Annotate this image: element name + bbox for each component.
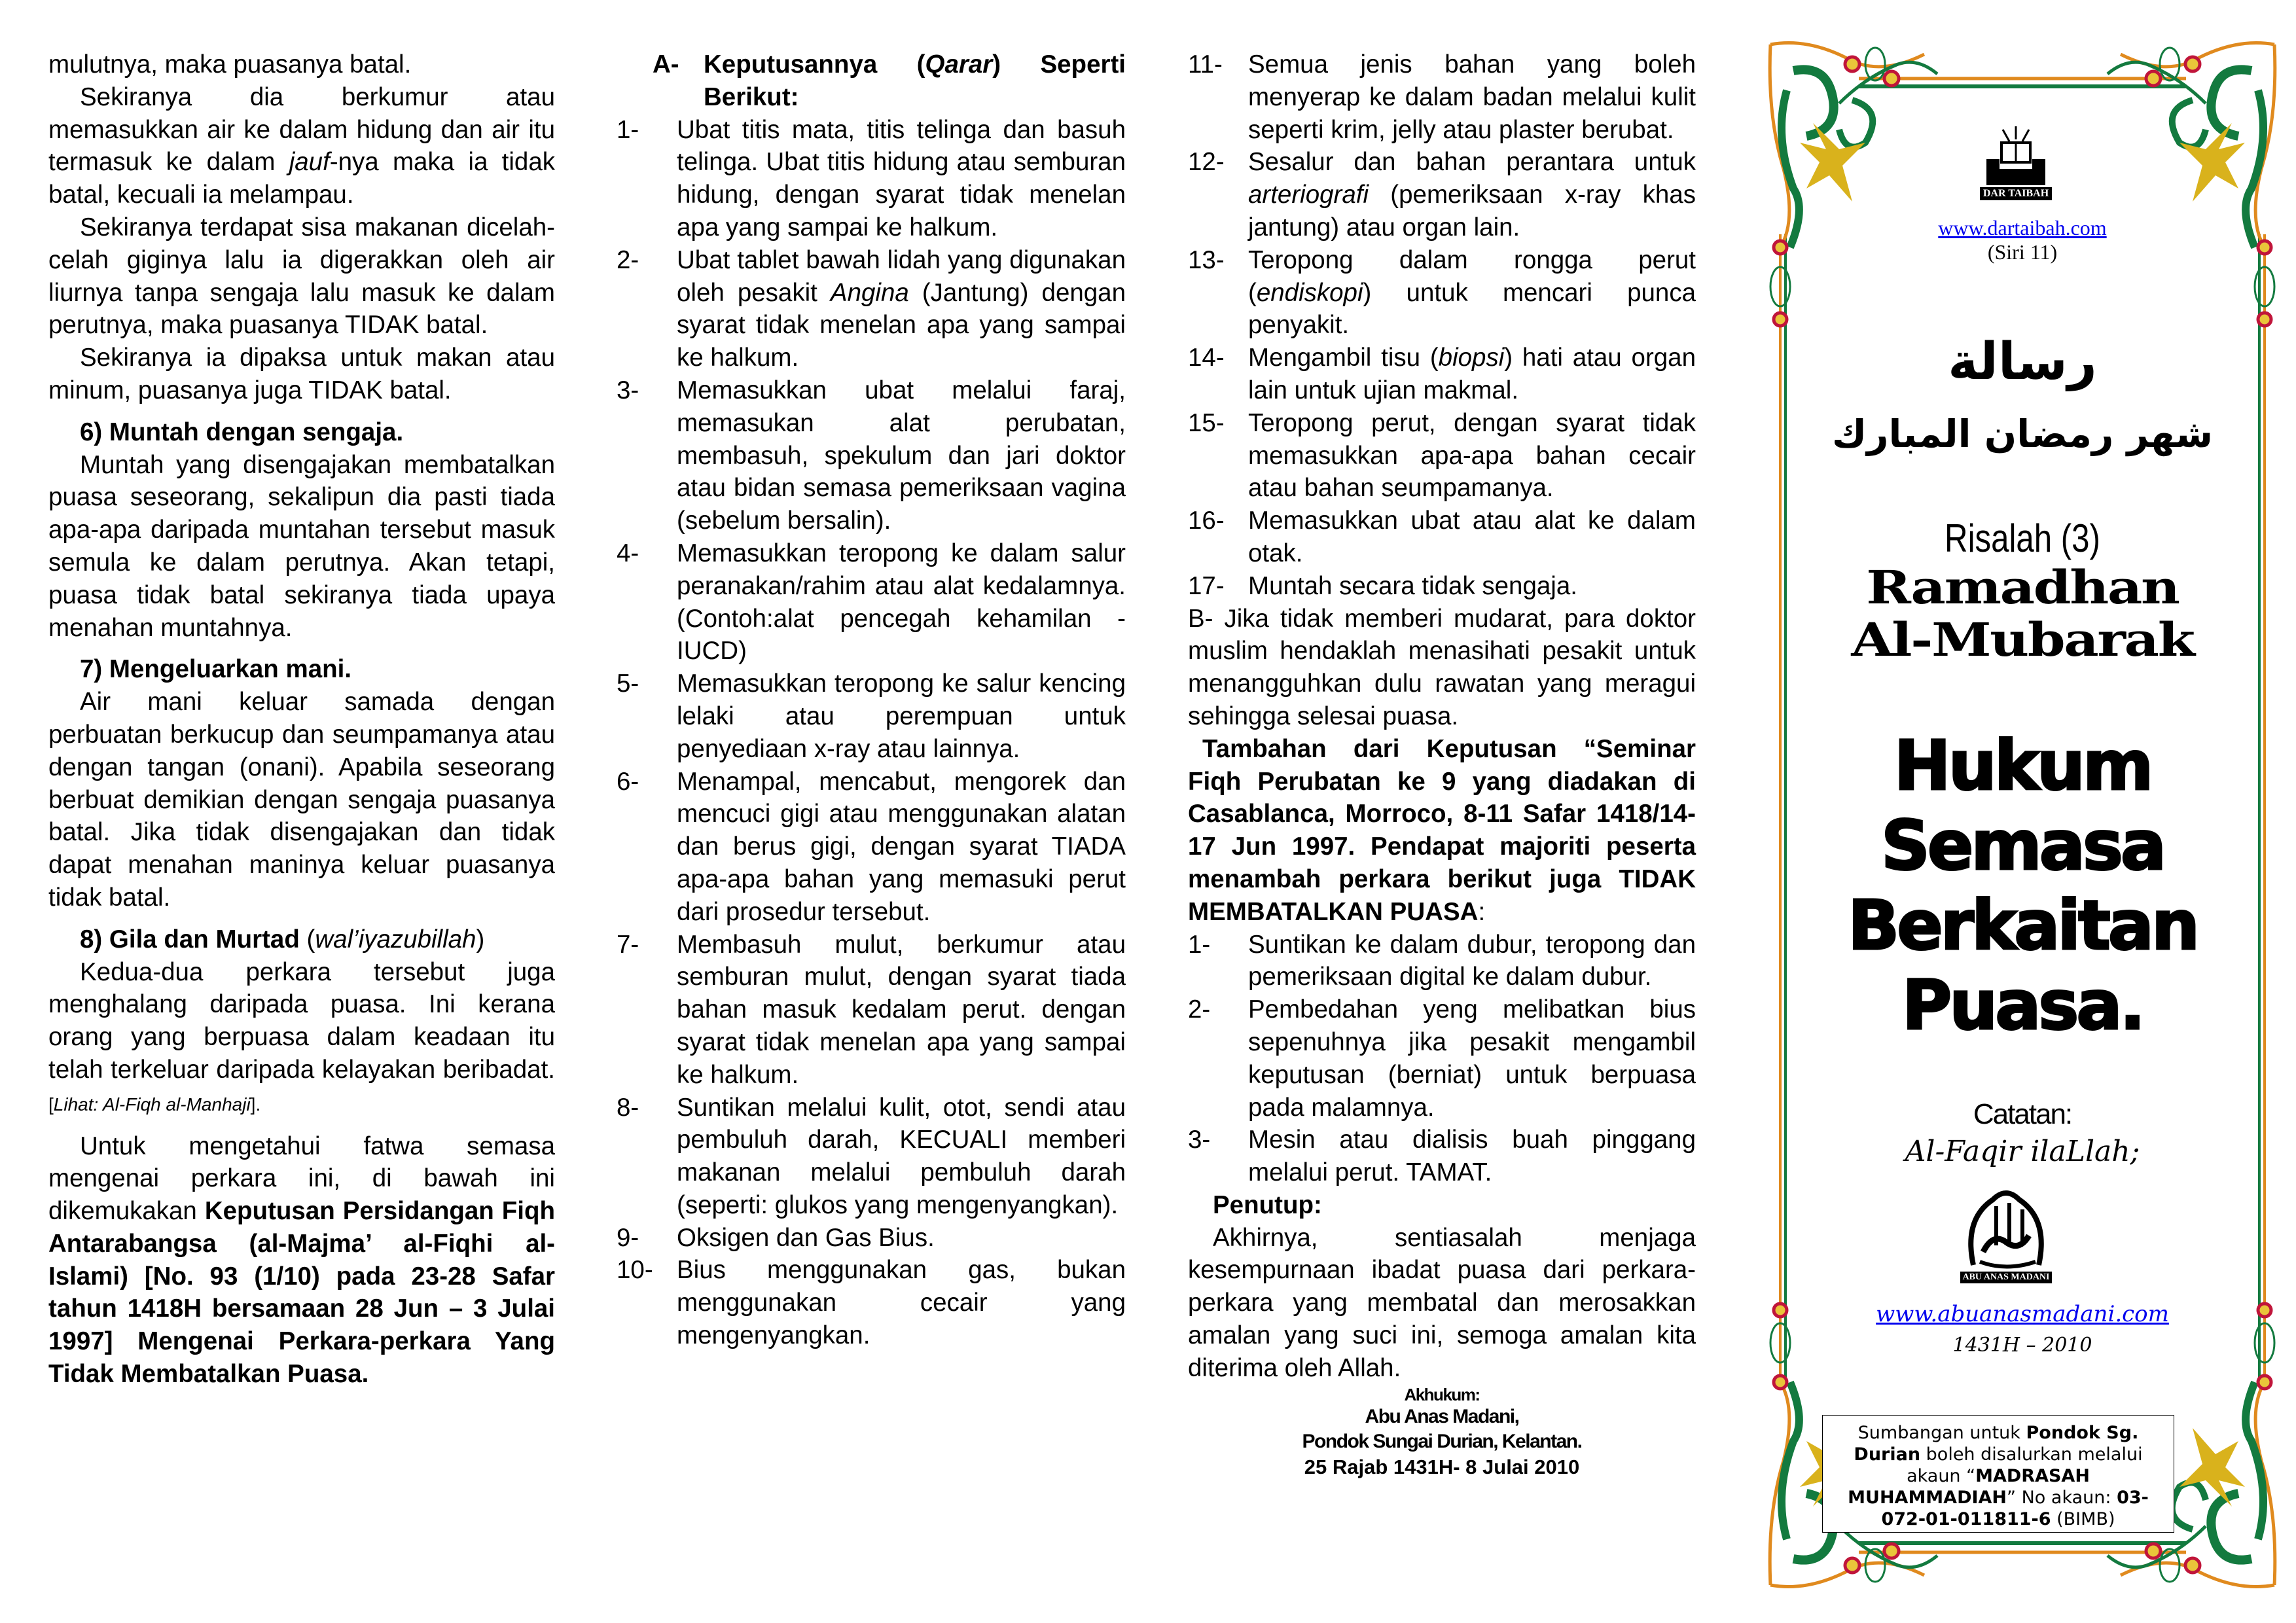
tambahan-paragraph [1188, 733, 1696, 929]
italic-term: jauf [289, 148, 330, 177]
list-marker: 17- [1188, 571, 1225, 600]
list-item-text [1248, 244, 1696, 342]
list-item-text [677, 244, 1126, 374]
list-marker: A- [653, 50, 679, 79]
list-item [617, 537, 1126, 668]
list-item-text: Ubat titis mata, titis telinga dan basuh telinga. Ubat titis hidung atau semburan hidung, dengan syarat tidak menelan apa yang sampai ke halkum. [677, 115, 1126, 241]
text: Sumbangan untuk [1857, 1423, 2026, 1443]
list-item-text: Memasukkan teropong ke salur kencing lelaki atau perempuan untuk penyediaan x-ray atau lainnya. [677, 669, 1126, 763]
list-item [1188, 505, 1696, 570]
list-item [617, 1254, 1126, 1351]
list-item [1188, 570, 1696, 603]
list-item [1188, 1124, 1696, 1189]
list-item-text: Menampal, mencabut, mengorek dan mencuci gigi atau menggunakan alatan dan berus gigi, dengan syarat TIADA apa-apa bahan yang memasuki perut dari prosedur tersebut. [677, 767, 1126, 926]
text: (BIMB) [2051, 1509, 2115, 1529]
dar-taibah-logo [1977, 123, 2055, 208]
paragraph [48, 1130, 555, 1391]
catatan-label: Catatan: [1973, 1098, 2072, 1130]
list-item [617, 668, 1126, 765]
list-marker: 2- [617, 245, 639, 274]
list-marker: 15- [1188, 408, 1225, 437]
list-item-text [1248, 146, 1696, 243]
text: ) untuk mencari punca penyakit. [1248, 278, 1696, 340]
arabic-title: رسالة [1948, 332, 2097, 391]
author-line: Al-Faqir ilaLlah; [1905, 1135, 2140, 1168]
section-heading-8 [48, 923, 555, 956]
list-marker: 10- [617, 1256, 653, 1285]
list-item [617, 929, 1126, 1092]
list-item-text: Bius menggunakan gas, bukan menggunakan cecair yang mengenyangkan. [677, 1256, 1126, 1350]
paragraph: Air mani keluar samada dengan perbuatan berkucup dan seumpamanya atau dengan tangan (onani). Apabila seseorang berbuat demikian dengan sengaja puasanya batal. Jika tidak disengajakan dan tidak dapat menahan maninya keluar puasanya tidak batal. [48, 688, 555, 912]
italic-term: biopsi [1438, 344, 1505, 372]
main-title-line-1: Hukum [1893, 726, 2151, 806]
main-title-line-4: Puasa. [1901, 965, 2144, 1045]
text: Sekiranya dia berkumur atau memasukkan air ke dalam hidung dan air itu termasuk ke dalam [48, 82, 555, 177]
signature-place: Pondok Sungai Durian, Kelantan. [1302, 1430, 1582, 1452]
text: [ [48, 1094, 54, 1115]
bold-text: Tambahan dari Keputusan “Seminar Fiqh Perubatan ke 9 yang diadakan di Casablanca, Morroco, 8-11 Safar 1418/14-17 Jun 1997. Pendapat majoriti peserta menambah perkara berikut juga TIDAK MEMBATALKAN PUASA [1188, 734, 1696, 926]
paragraph: Sekiranya ia dipaksa untuk makan atau minum, puasanya juga TIDAK batal. [48, 344, 555, 404]
italic-term: Qarar [925, 50, 993, 79]
list-marker: 3- [1188, 1126, 1211, 1154]
list-item [1188, 993, 1696, 1124]
list-item-text: Memasukkan ubat melalui faraj, memasukan alat perubatan, membasuh, spekulum dan jari doktor atau bidan semasa pemeriksaan vagina (sebelum bersalin). [677, 376, 1126, 535]
text: ( [299, 925, 315, 954]
text: Sesalur dan bahan perantara untuk [1248, 148, 1696, 177]
text: Teropong dalam rongga perut ( [1248, 245, 1696, 307]
list-marker: 2- [1188, 995, 1211, 1024]
column-1 [48, 48, 555, 1391]
list-item-text [1248, 342, 1696, 407]
text: (Jantung) dengan syarat tidak menelan apa yang sampai ke halkum. [677, 278, 1126, 372]
bold-text: Pondok Sg. Durian [1854, 1423, 2139, 1465]
list-marker: 12- [1188, 148, 1225, 177]
list-item [1188, 146, 1696, 243]
list-item [1188, 929, 1696, 994]
list-item-text: Pembedahan yeng melibatkan bius sepenuhnya jika pesakit mengambil keputusan (berniat) untuk berpuasa pada malamnya. [1248, 995, 1696, 1122]
italic-term: arteriografi [1248, 181, 1369, 209]
numbered-list [1188, 929, 1696, 1189]
list-item-text: Mesin atau dialisis buah pinggang melalui perut. TAMAT. [1248, 1126, 1696, 1187]
list-item [1188, 342, 1696, 407]
logo-text: ABU ANAS MADANI [1960, 1272, 2052, 1283]
list-marker: 7- [617, 930, 639, 959]
text: Ubat tablet bawah lidah yang digunakan oleh pesakit [677, 245, 1126, 307]
heading-text: 8) Gila dan Murtad [80, 925, 300, 954]
calligraphy-emblem-icon [1960, 1180, 2052, 1272]
text: Mengambil tisu ( [1248, 344, 1439, 372]
logo-text: DAR TAIBAH [1980, 187, 2052, 200]
paragraph [48, 81, 555, 211]
penutup-heading: Penutup: [1213, 1190, 1322, 1219]
list-item-text: Suntikan melalui kulit, otot, sendi atau pembuluh darah, KECUALI memberi makanan melalui pembuluh darah (seperti: glukos yang mengenyangkan). [677, 1093, 1126, 1219]
list-item-text: Memasukkan ubat atau alat ke dalam otak. [1248, 507, 1696, 567]
column-3 [1188, 48, 1696, 1480]
donation-box [1822, 1415, 2174, 1533]
list-marker: 1- [1188, 930, 1211, 959]
list-item [617, 766, 1126, 929]
publisher-link[interactable]: www.dartaibah.com [1938, 216, 2107, 240]
list-item [1188, 244, 1696, 342]
main-title-line-3: Berkaitan [1847, 885, 2198, 965]
list-item [617, 1092, 1126, 1222]
author-link[interactable]: www.abuanasmadani.com [1876, 1301, 2169, 1327]
account-number: 03-072-01-011811-6 [1881, 1488, 2149, 1529]
list-item-text: Membasuh mulut, berkumur atau semburan mulut, dengan syarat tiada bahan masuk kedalam perut. dengan syarat tidak menelan apa yang sampai ke halkum. [677, 930, 1126, 1089]
text: -nya maka ia tidak batal, kecuali ia melampau. [48, 148, 555, 209]
heading-text [704, 48, 1126, 114]
list-marker: 8- [617, 1093, 639, 1122]
text: Keputusannya ( [704, 50, 925, 79]
text: ” No akaun: [2007, 1488, 2117, 1508]
italic-term: wal’iyazubillah [315, 925, 476, 954]
penutup-paragraph: Akhirnya, sentiasalah menjaga kesempurnaan ibadat puasa dari perkara-perkara yang membatal dan merosakkan amalan yang suci ini, semoga amalan kita diterima oleh Allah. [1188, 1223, 1696, 1382]
list-item-text: Suntikan ke dalam dubur, teropong dan pemeriksaan digital ke dalam dubur. [1248, 930, 1696, 991]
paragraph: Muntah yang disengajakan membatalkan puasa seseorang, sekalipun dia pasti tiada apa-apa daripada muntahan tersebut masuk semula ke dalam perutnya. Akan tetapi, puasa tidak batal sekiranya tiada upaya menahan muntahnya. [48, 450, 555, 642]
paragraph: mulutnya, maka puasanya batal. [48, 50, 412, 79]
signature-date: 25 Rajab 1431H- 8 Julai 2010 [1304, 1455, 1580, 1478]
numbered-list [1188, 48, 1696, 603]
bold-text: MADRASAH MUHAMMADIAH [1848, 1466, 2090, 1508]
list-marker: 13- [1188, 245, 1225, 274]
list-marker: 9- [617, 1223, 639, 1252]
column-2 [617, 48, 1126, 1352]
text: (pemeriksaan x-ray khas jantung) atau organ lain. [1248, 181, 1696, 241]
italic-term: Angina [830, 278, 909, 307]
cover-panel [1767, 38, 2278, 1592]
text: Untuk mengetahui fatwa semasa mengenai perkara ini, di bawah ini dikemukakan [48, 1132, 555, 1226]
list-marker: 14- [1188, 344, 1225, 372]
signature-label: Akhukum: [1404, 1384, 1480, 1404]
list-marker: 6- [617, 767, 639, 796]
list-item [1188, 48, 1696, 146]
list-item-text: Oksigen dan Gas Bius. [677, 1223, 935, 1252]
list-item [617, 374, 1126, 537]
text: ) Seperti Berikut: [704, 50, 1126, 111]
italic-term: endiskopi [1256, 278, 1363, 307]
list-marker: 16- [1188, 507, 1225, 535]
bold-text: Keputusan Persidangan Fiqh Antarabangsa (al-Majma’ al-Fiqhi al-Islami) [No. 93 (1/10) pada 23-28 Safar tahun 1418H bersamaan 28 Jun – 3 Julai 1997] Mengenai Perkara-perkara Yang Tidak Membatalkan Puasa. [48, 1197, 555, 1389]
abu-anas-madani-logo [1960, 1180, 2052, 1285]
risalah-label: Risalah (3) [1945, 516, 2100, 560]
reference: Lihat: Al-Fiqh al-Manhaji [53, 1094, 251, 1115]
section-heading-a [617, 48, 1126, 114]
year-label: 1431H – 2010 [1952, 1334, 2092, 1357]
list-item [617, 114, 1126, 244]
paragraph: Sekiranya terdapat sisa makanan dicelah-celah giginya lalu ia digerakkan oleh air liurnya tanpa sengaja lalu masuk ke dalam perutnya, maka puasanya TIDAK batal. [48, 213, 555, 340]
text: Kedua-dua perkara tersebut juga menghalang daripada puasa. Ini kerana orang yang berpuasa dalam keadaan itu telah terkeluar daripada kelayakan beribadat. [48, 957, 555, 1084]
list-item-text: Semua jenis bahan yang boleh menyerap ke dalam badan melalui kulit seperti krim, jelly atau plaster berubat. [1248, 50, 1696, 144]
list-marker: 4- [617, 539, 639, 567]
mubarak-title: Al-Mubarak [1851, 613, 2194, 667]
book-emblem-icon [1977, 123, 2055, 188]
list-item [617, 1222, 1126, 1255]
list-item [1188, 407, 1696, 505]
paragraph [48, 956, 555, 1121]
text: ) hati atau organ lain untuk ujian makmal. [1248, 344, 1696, 404]
list-marker: 3- [617, 376, 639, 404]
main-title-line-2: Semasa [1880, 806, 2164, 885]
section-heading-7: 7) Mengeluarkan mani. [80, 655, 352, 684]
arabic-subtitle: شهر رمضان المبارك [1831, 412, 2214, 456]
series-label: (Siri 11) [1987, 240, 2058, 264]
text: : [1478, 897, 1486, 926]
list-marker: 5- [617, 669, 639, 698]
list-marker: 1- [617, 115, 639, 144]
text: boleh disalurkan melalui akaun “ [1907, 1444, 2143, 1486]
signature-name: Abu Anas Madani, [1365, 1405, 1519, 1427]
list-marker: 11- [1188, 50, 1223, 79]
list-item [617, 244, 1126, 374]
numbered-list [617, 114, 1126, 1352]
text: ]. [250, 1094, 261, 1115]
ramadhan-title: Ramadhan [1866, 560, 2179, 615]
section-heading-6: 6) Muntah dengan sengaja. [80, 418, 404, 446]
paragraph-b: B- Jika tidak memberi mudarat, para doktor muslim hendaklah menasihati pesakit untuk menangguhkan dulu rawatan yang meragui sehingga selesai puasa. [1188, 604, 1696, 730]
list-item-text: Teropong perut, dengan syarat tidak memasukkan apa-apa bahan cecair atau bahan seumpamanya. [1248, 408, 1696, 503]
text: ) [476, 925, 485, 954]
list-item-text: Memasukkan teropong ke dalam salur peranakan/rahim atau alat kedalamnya.(Contoh:alat pencegah kehamilan - IUCD) [677, 539, 1126, 666]
list-item-text: Muntah secara tidak sengaja. [1248, 571, 1577, 600]
